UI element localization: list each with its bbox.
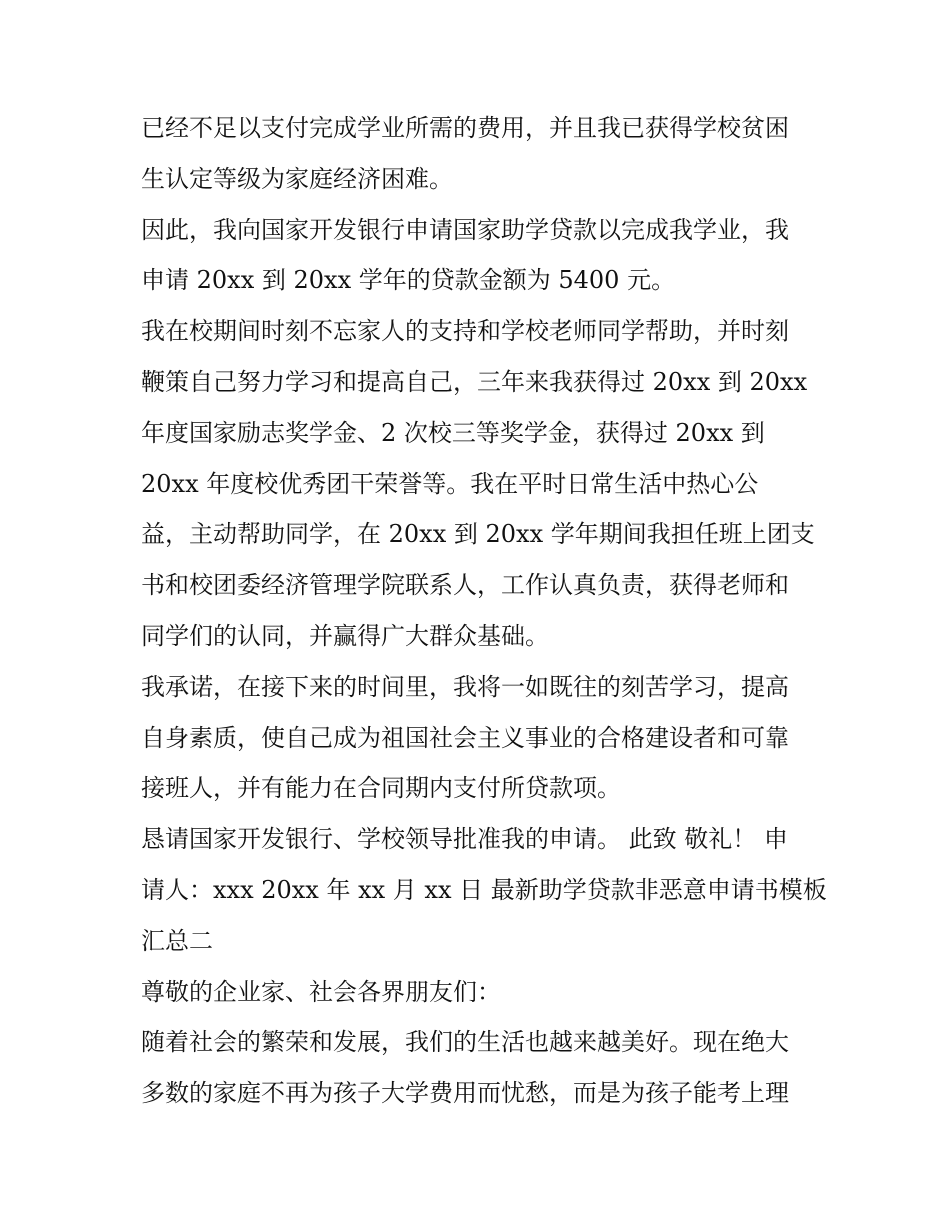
- document-body: [141, 103, 827, 1119]
- text-line: 随着社会的繁荣和发展，我们的生活也越来越美好。现在绝大: [141, 1028, 789, 1057]
- text-line: 书和校团委经济管理学院联系人，工作认真负责，获得老师和: [141, 571, 789, 600]
- text-line: 接班人，并有能力在合同期内支付所贷款项。: [141, 774, 621, 803]
- text-line: 请人：xxx 20xx 年 xx 月 xx 日 最新助学贷款非恶意申请书模板: [141, 875, 827, 904]
- text-line: 恳请国家开发银行、学校领导批准我的申请。 此致 敬礼！ 申: [141, 825, 788, 854]
- text-line: 同学们的认同，并赢得广大群众基础。: [141, 621, 549, 650]
- text-line: 我在校期间时刻不忘家人的支持和学校老师同学帮助，并时刻: [141, 317, 789, 346]
- text-line: 已经不足以支付完成学业所需的费用，并且我已获得学校贫困: [141, 114, 789, 142]
- text-line: 生认定等级为家庭经济困难。: [141, 164, 453, 193]
- text-line: 我承诺，在接下来的时间里，我将一如既往的刻苦学习，提高: [141, 672, 789, 701]
- text-line: 自身素质，使自己成为祖国社会主义事业的合格建设者和可靠: [141, 723, 789, 752]
- text-line: 年度国家励志奖学金、2 次校三等奖学金，获得过 20xx 到: [141, 418, 765, 447]
- text-line: 申请 20xx 到 20xx 学年的贷款金额为 5400 元。: [141, 266, 676, 295]
- text-line: 多数的家庭不再为孩子大学费用而忧愁，而是为孩子能考上理: [141, 1079, 789, 1108]
- text-line: 20xx 年度校优秀团干荣誉等。我在平时日常生活中热心公: [141, 469, 759, 498]
- text-line: 汇总二: [141, 926, 213, 955]
- text-line: 鞭策自己努力学习和提高自己，三年来我获得过 20xx 到 20xx: [141, 367, 808, 396]
- text-line: 益，主动帮助同学，在 20xx 到 20xx 学年期间我担任班上团支: [141, 520, 815, 549]
- text-line: 因此，我向国家开发银行申请国家助学贷款以完成我学业，我: [141, 215, 789, 244]
- text-line: 尊敬的企业家、社会各界朋友们：: [141, 977, 501, 1006]
